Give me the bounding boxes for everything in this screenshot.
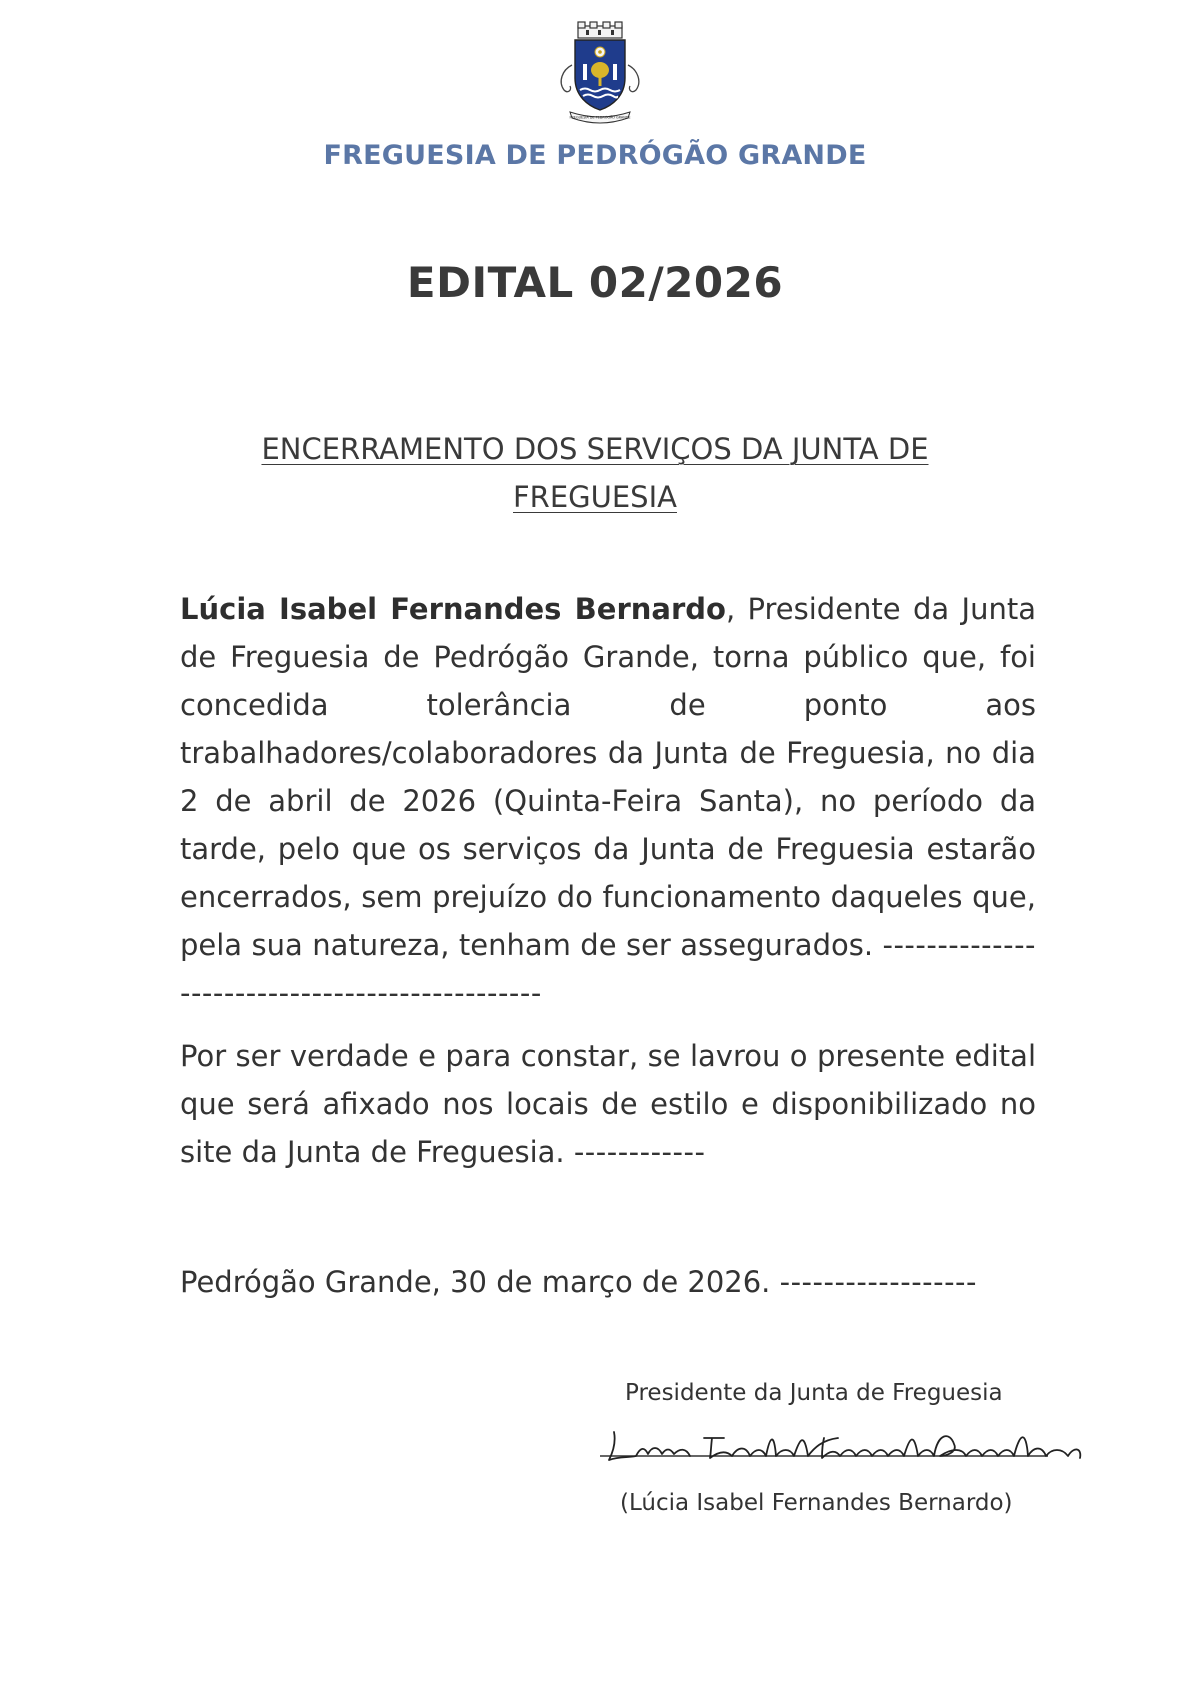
notice-paragraph-2 [180,1032,1036,1176]
page-title: EDITAL 02/2026 [406,258,784,307]
paragraph-1-text: , Presidente da Junta de Freguesia de Pedrógão Grande, torna público que, foi concedida tolerância de ponto aos trabalhadores/colaboradores da Junta de Freguesia, no dia 2 de abril de 2026 (Quinta-Feira Santa), no período da tarde, pelo que os serviços da Junta de Freguesia estarão encerrados, sem prejuízo do funcionamento daqueles que, pela sua natureza, tenham de ser assegurados. [180,592,1036,962]
date-dashes: ------------------ [779,1265,977,1299]
coat-of-arms-icon [550,20,650,125]
paragraph-2-text: Por ser verdade e para constar, se lavrou o presente edital que será afixado nos locais de estilo e disponibilizado no site da Junta de Freguesia. [180,1039,1036,1169]
handwritten-signature [600,1418,1140,1486]
paragraph-2-dashes: ------------ [573,1135,706,1169]
notice-subject: ENCERRAMENTO DOS SERVIÇOS DA JUNTA DE FREGUESIA [261,432,929,514]
signature-role: Presidente da Junta de Freguesia [625,1380,1003,1406]
organization-name: FREGUESIA DE PEDRÓGÃO GRANDE [323,140,867,171]
signatory-name: (Lúcia Isabel Fernandes Bernardo) [620,1490,1013,1516]
svg-text:FREGUESIA DE PEDRÓGÃO GRANDE: FREGUESIA DE PEDRÓGÃO GRANDE [569,115,631,120]
date-text: Pedrógão Grande, 30 de março de 2026. [180,1265,771,1299]
president-name: Lúcia Isabel Fernandes Bernardo [180,592,726,626]
notice-paragraph-1 [180,585,1036,1017]
date-line [180,1258,977,1306]
paragraph-1-dashes: ----------------------------------------------- [180,928,1037,1010]
